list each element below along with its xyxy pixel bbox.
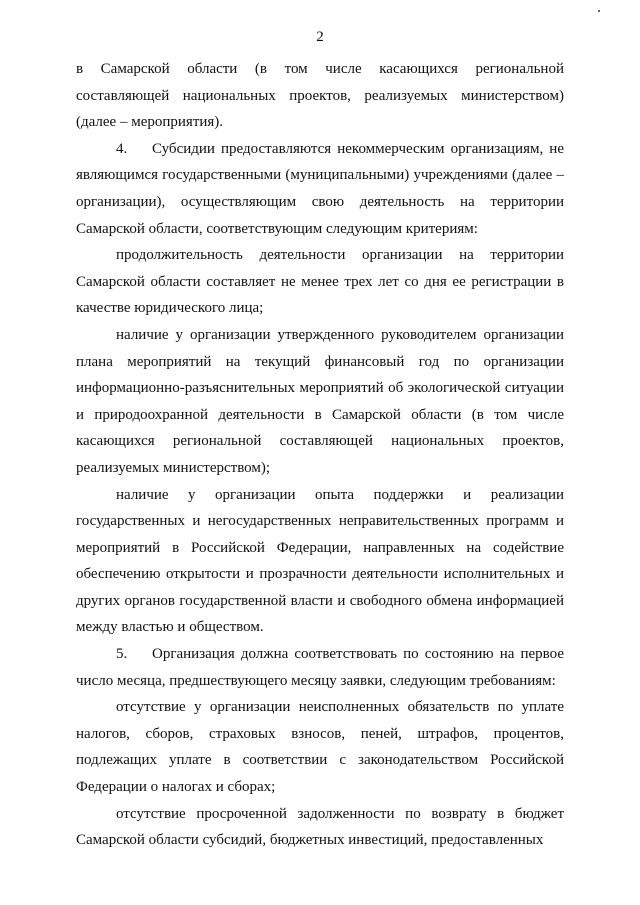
- paragraph-requirement-taxes: [76, 694, 564, 800]
- paragraph-text: продолжительность деятельности организации на территории Самарской области составляет не менее трех лет со дня ее регистрации в качестве юридического лица;: [76, 247, 564, 317]
- paragraph-clause-4: [76, 136, 564, 242]
- paragraph-requirement-debt: [76, 801, 564, 854]
- clause-number: 4.: [116, 140, 128, 157]
- document-body: [76, 56, 564, 854]
- scan-mark: [598, 10, 600, 12]
- paragraph-text: отсутствие у организации неисполненных обязательств по уплате налогов, сборов, страховых взносов, пеней, штрафов, процентов, подлежащих уплате в соответствии с законодательством Российской Федерации о налогах и сборах;: [76, 699, 564, 796]
- paragraph-clause-5: [76, 641, 564, 694]
- paragraph-text: наличие у организации опыта поддержки и реализации государственных и негосударственных неправительственных программ и мероприятий в Российской Федерации, направленных на содействие обеспечению открытости и прозрачности деятельности исполнительных и других органов государственной власти и свободного обмена информацией между властью и обществом.: [76, 486, 564, 636]
- clause-number: 5.: [116, 646, 128, 663]
- paragraph-criterion-experience: [76, 482, 564, 642]
- paragraph-text: наличие у организации утвержденного руководителем организации плана мероприятий на текущий финансовый год по организации информационно-разъяснительных мероприятий об экологической ситуации и природоохранной деятельности в Самарской области (в том числе касающихся региональной составляющей национальных проектов, реализуемых министерством);: [76, 326, 564, 476]
- paragraph-text: Субсидии предоставляются некоммерческим организациям, не являющимся государственными (муниципальными) учреждениями (далее – организации), осуществляющим свою деятельность на территории Самарской области, соответствующим следующим критериям:: [76, 140, 564, 237]
- paragraph-criterion-duration: [76, 242, 564, 322]
- paragraph-criterion-plan: [76, 322, 564, 482]
- paragraph-text: Организация должна соответствовать по состоянию на первое число месяца, предшествующего месяцу заявки, следующим требованиям:: [76, 646, 564, 689]
- paragraph-continuation: [76, 56, 564, 136]
- paragraph-text: в Самарской области (в том числе касающихся региональной составляющей национальных проектов, реализуемых министерством) (далее – мероприятия).: [76, 61, 564, 131]
- paragraph-text: отсутствие просроченной задолженности по возврату в бюджет Самарской области субсидий, бюджетных инвестиций, предоставленных: [76, 805, 564, 849]
- page-number: 2: [316, 29, 324, 45]
